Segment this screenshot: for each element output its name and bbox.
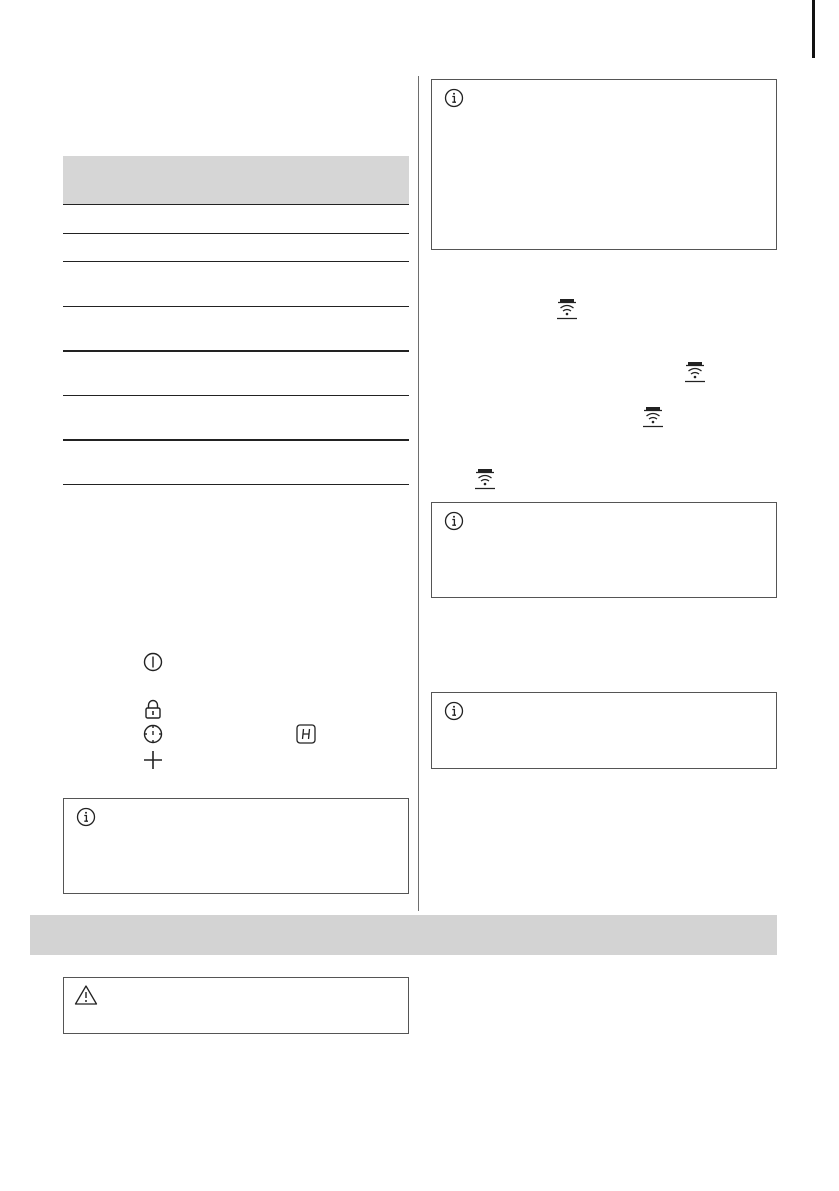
table-row-divider xyxy=(63,395,409,396)
section-header-band xyxy=(30,915,777,955)
column-divider xyxy=(418,76,419,911)
timer-icon xyxy=(142,723,164,745)
lock-icon xyxy=(142,698,164,720)
info-note-box xyxy=(431,502,777,598)
table-header-row xyxy=(63,156,409,204)
hob-to-hood-icon xyxy=(642,405,664,429)
table-row-divider xyxy=(63,439,409,441)
table-row-divider xyxy=(63,350,409,352)
info-icon xyxy=(444,88,464,108)
page-edge-marker xyxy=(812,0,815,58)
hob-to-hood-icon xyxy=(684,360,706,384)
table-row-divider xyxy=(63,484,409,485)
info-icon xyxy=(444,701,464,721)
info-note-box xyxy=(431,79,777,250)
info-icon xyxy=(76,807,96,827)
table-row-divider xyxy=(63,306,409,307)
info-note-box xyxy=(431,692,777,769)
info-note-box xyxy=(63,798,409,894)
table-row-divider xyxy=(63,204,409,205)
table-row-divider xyxy=(63,261,409,262)
warning-note-box xyxy=(63,977,409,1034)
power-icon xyxy=(142,651,164,673)
hob-to-hood-icon xyxy=(474,467,496,491)
warning-icon xyxy=(74,984,98,1006)
h-indicator-icon xyxy=(295,723,317,745)
info-icon xyxy=(444,511,464,531)
plus-icon xyxy=(142,749,164,771)
hob-to-hood-icon xyxy=(556,297,578,321)
settings-table xyxy=(63,156,409,204)
table-row-divider xyxy=(63,233,409,234)
